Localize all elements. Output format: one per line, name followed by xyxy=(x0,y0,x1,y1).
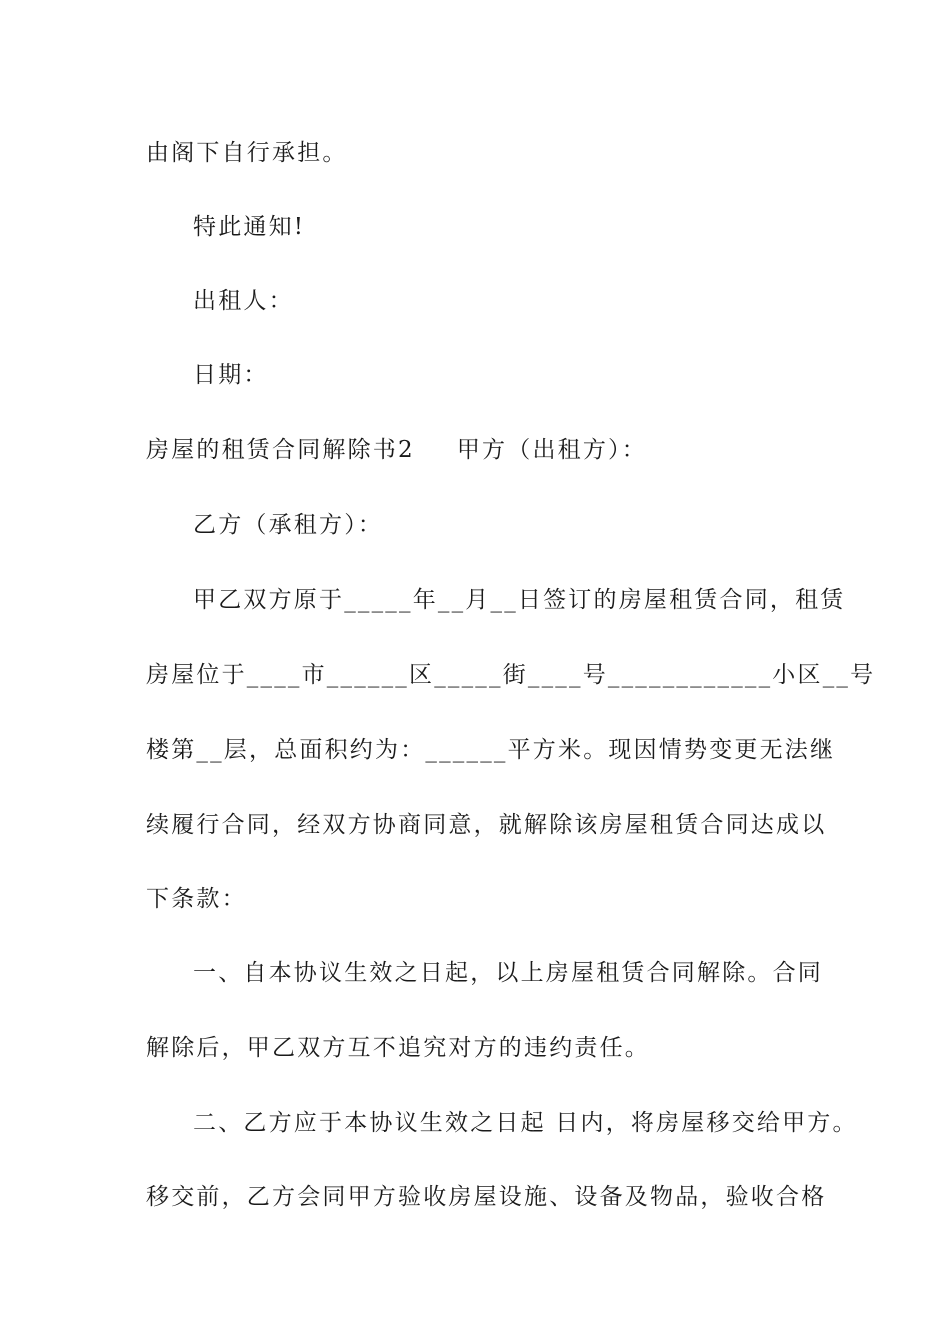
text-line: 房屋位于____市______区_____街____号____________小区__号 xyxy=(146,662,876,688)
text-line: 一、自本协议生效之日起，以上房屋租赁合同解除。合同 xyxy=(193,960,823,986)
text-line: 乙方（承租方）： xyxy=(193,512,384,538)
section-title: 房屋的租赁合同解除书2 xyxy=(146,437,415,463)
text-line: 楼第__层，总面积约为：______平方米。现因情势变更无法继 xyxy=(146,737,836,763)
text-line: 由阁下自行承担。 xyxy=(146,140,348,166)
text-line: 解除后，甲乙双方互不追究对方的违约责任。 xyxy=(146,1035,650,1061)
text-line: 下条款： xyxy=(146,886,247,912)
text-line: 特此通知! xyxy=(193,214,306,240)
text-line: 二、乙方应于本协议生效之日起 日内，将房屋移交给甲方。 xyxy=(193,1110,858,1136)
text-line: 移交前，乙方会同甲方验收房屋设施、设备及物品，验收合格 xyxy=(146,1184,827,1210)
party-a-label: 甲方（出租方）： xyxy=(456,437,647,463)
text-line: 续履行合同，经双方协商同意，就解除该房屋租赁合同达成以 xyxy=(146,812,827,838)
text-line: 甲乙双方原于_____年__月__日签订的房屋租赁合同，租赁 xyxy=(193,587,846,613)
text-line: 日期： xyxy=(193,362,269,388)
section-heading-line xyxy=(146,435,826,465)
text-line: 出租人： xyxy=(193,288,294,314)
